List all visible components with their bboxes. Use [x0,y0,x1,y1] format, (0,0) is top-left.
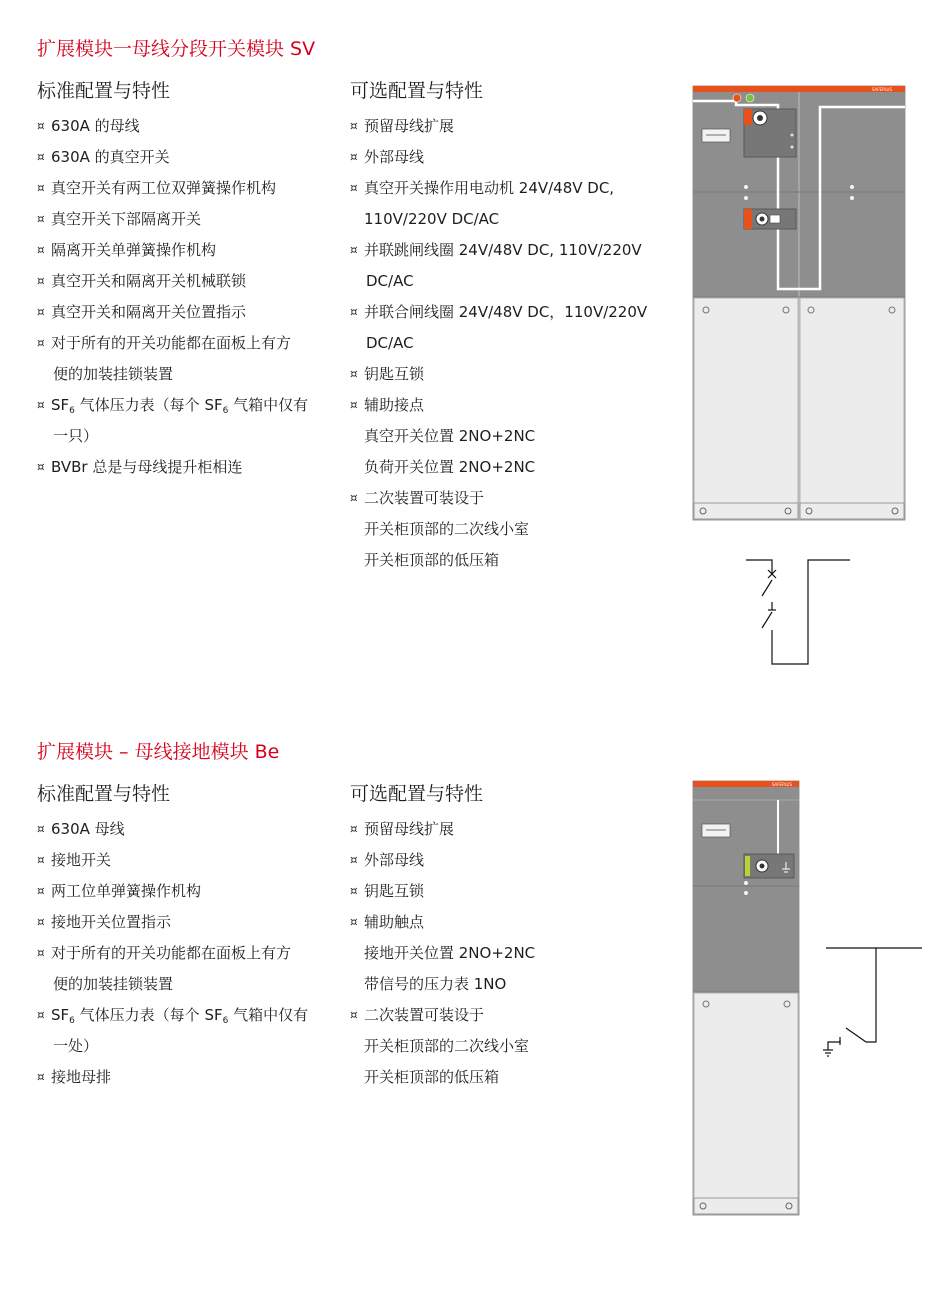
bullet-icon: ¤ [350,1008,358,1022]
list-item-continued: 真空开关位置 2NO+2NC [364,427,536,445]
list-item: ¤ 接地母排 [37,1062,308,1093]
bullet-icon: ¤ [350,491,358,505]
list-item: ¤ 对于所有的开关功能都在面板上有方 [37,328,308,359]
bullet-icon: ¤ [350,181,358,195]
bullet-icon: ¤ [37,212,45,226]
list-item-continued: DC/AC [366,272,414,290]
list-item: ¤ 隔离开关单弹簧操作机构 [37,235,308,266]
list-item: ¤ 辅助触点 [350,907,535,938]
lower-door-right [800,298,904,503]
list-item-continued: 开关柜顶部的低压箱 [364,1068,500,1086]
sv-single-line-diagram [740,550,860,672]
bullet-icon: ¤ [350,398,358,412]
lower-door-left [694,298,798,503]
list-item: ¤ 外部母线 [350,142,647,173]
list-item: ¤ 外部母线 [350,845,535,876]
list-item: ¤ 二次装置可装设于 [350,483,647,514]
list-item: ¤ 630A 的母线 [37,111,308,142]
bullet-icon: ¤ [37,884,45,898]
list-item: ¤ 真空开关有两工位双弹簧操作机构 [37,173,308,204]
list-item: ¤ 630A 母线 [37,814,308,845]
bullet-icon: ¤ [37,946,45,960]
section2-standard-heading: 标准配置与特性 [37,783,171,805]
section1-standard-list [37,111,308,483]
bullet-icon: ¤ [350,243,358,257]
list-item: ¤ $SF_6$ 气体压力表（每个 $SF_6$ 气箱中仅有 [37,390,308,421]
bullet-icon: ¤ [350,884,358,898]
section1-standard-heading: 标准配置与特性 [37,80,171,102]
red-indicator-icon [733,94,741,102]
be-single-line-diagram [818,940,928,1060]
bullet-icon: ¤ [37,1070,45,1084]
list-item: ¤ 并联跳闸线圈 24V/48V DC, 110V/220V [350,235,647,266]
bullet-icon: ¤ [37,181,45,195]
list-item-continued: DC/AC [366,334,414,352]
lower-door [694,993,798,1198]
list-item-continued: 开关柜顶部的低压箱 [364,551,500,569]
list-item: ¤ 真空开关下部隔离开关 [37,204,308,235]
list-item: ¤ 630A 的真空开关 [37,142,308,173]
list-item: ¤ 预留母线扩展 [350,111,647,142]
section2-title: 扩展模块 – 母线接地模块 Be [37,741,280,763]
bullet-icon: ¤ [37,398,45,412]
be-cabinet-illustration [692,780,802,1217]
section2-optional-list [350,814,535,1093]
sv-cabinet-illustration [692,85,906,521]
list-item: ¤ 接地开关 [37,845,308,876]
bullet-icon: ¤ [37,305,45,319]
list-item-continued: 接地开关位置 2NO+2NC [364,944,536,962]
list-item-continued: 开关柜顶部的二次线小室 [364,520,530,538]
bullet-icon: ¤ [350,367,358,381]
list-item: ¤ 钥匙互锁 [350,876,535,907]
bullet-icon: ¤ [37,274,45,288]
list-item: ¤ 两工位单弹簧操作机构 [37,876,308,907]
list-item: ¤ 预留母线扩展 [350,814,535,845]
list-item: ¤ 并联合闸线圈 24V/48V DC，110V/220V [350,297,647,328]
brand-label: SAFEPLUS [871,87,892,92]
mimic-label-icon [702,824,730,837]
bullet-icon: ¤ [37,822,45,836]
bullet-icon: ¤ [37,243,45,257]
list-item: ¤ 接地开关位置指示 [37,907,308,938]
list-item: ¤ 钥匙互锁 [350,359,647,390]
section1-title: 扩展模块一母线分段开关模块 SV [37,38,316,60]
list-item-continued: 便的加装挂锁装置 [53,975,174,993]
list-item: ¤ 辅助接点 [350,390,647,421]
bullet-icon: ¤ [350,853,358,867]
bullet-icon: ¤ [37,336,45,350]
bullet-icon: ¤ [37,150,45,164]
list-item-continued: 开关柜顶部的二次线小室 [364,1037,530,1055]
bullet-icon: ¤ [37,1008,45,1022]
list-item: ¤ 二次装置可装设于 [350,1000,535,1031]
section2-standard-list [37,814,308,1093]
list-item: ¤ 真空开关和隔离开关机械联锁 [37,266,308,297]
bullet-icon: ¤ [37,119,45,133]
bullet-icon: ¤ [37,915,45,929]
list-item: ¤ 对于所有的开关功能都在面板上有方 [37,938,308,969]
bullet-icon: ¤ [350,150,358,164]
section1-optional-heading: 可选配置与特性 [350,80,484,102]
section2-optional-heading: 可选配置与特性 [350,783,484,805]
section1-optional-list [350,111,647,576]
list-item: ¤ 真空开关操作用电动机 24V/48V DC, [350,173,647,204]
list-item-continued: 负荷开关位置 2NO+2NC [364,458,536,476]
brand-label: SAFEPLUS [771,782,792,787]
green-indicator-icon [746,94,754,102]
list-item: ¤ $SF_6$ 气体压力表（每个 $SF_6$ 气箱中仅有 [37,1000,308,1031]
list-item-continued: 一处） [53,1037,99,1055]
list-item-continued: 110V/220V DC/AC [364,210,500,228]
bullet-icon: ¤ [350,119,358,133]
bullet-icon: ¤ [37,460,45,474]
list-item: ¤ BVBr 总是与母线提升柜相连 [37,452,308,483]
bullet-icon: ¤ [350,305,358,319]
list-item-continued: 便的加装挂锁装置 [53,365,174,383]
mimic-label-icon [702,129,730,142]
bullet-icon: ¤ [350,822,358,836]
bullet-icon: ¤ [350,915,358,929]
bullet-icon: ¤ [37,853,45,867]
list-item: ¤ 真空开关和隔离开关位置指示 [37,297,308,328]
list-item-continued: 一只） [53,427,99,445]
list-item-continued: 带信号的压力表 1NO [364,975,507,993]
